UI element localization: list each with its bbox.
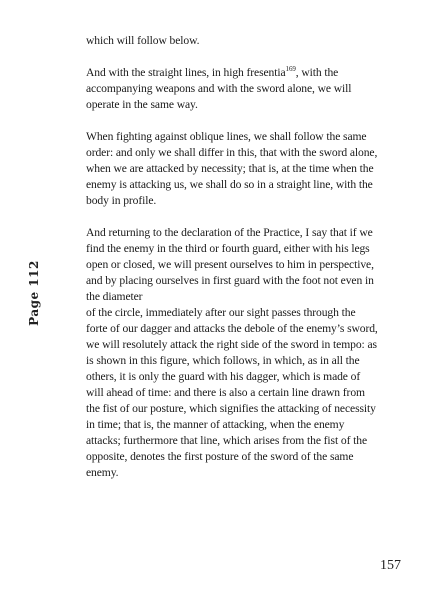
- footnote-reference[interactable]: 169: [285, 65, 296, 74]
- paragraph-5: of the circle, immediately after our sight passes through the forte of our dagger and attacks the debole of the enemy’s sword, we will resolutely attack the right side of the sword in tempo: as is shown in this figure, which follows, in which, as in all the others, it is only the guard with his dagger, which is made of will ahead of time: and there is also a certain line drawn from the fist of our posture, which signifies the attacking of necessity in time; that is, the manner of attacking, when the enemy attacks; furthermore that line, which arises from the fist of the opposite, denotes the first posture of the sword of the same enemy.: [86, 306, 378, 479]
- paragraph-3: When fighting against oblique lines, we shall follow the same order: and only we shall differ in this, that with the sword alone, when we are attacked by necessity; that is, at the time when the enemy is attacking us, we shall do so in a straight line, with the body in profile.: [86, 130, 378, 207]
- paragraph-1: which will follow below.: [86, 34, 200, 47]
- body-text: [86, 33, 378, 497]
- paragraph-2: [86, 65, 378, 113]
- original-page-marker: [26, 260, 42, 326]
- paragraph-2-text-after: , with the accompanying weapons and with the sword alone, we will operate in the same way.: [86, 66, 352, 111]
- original-page-marker-text: Page 112: [27, 260, 41, 326]
- paragraph-2-text-before: And with the straight lines, in high fresentia: [86, 66, 286, 79]
- paragraph-4: And returning to the declaration of the Practice, I say that if we find the enemy in the third or fourth guard, either with his legs open or closed, we will present ourselves to him in perspective, and by placing ourselves in first guard with the foot not even in the diameter: [86, 226, 374, 303]
- page-number: 157: [380, 558, 401, 573]
